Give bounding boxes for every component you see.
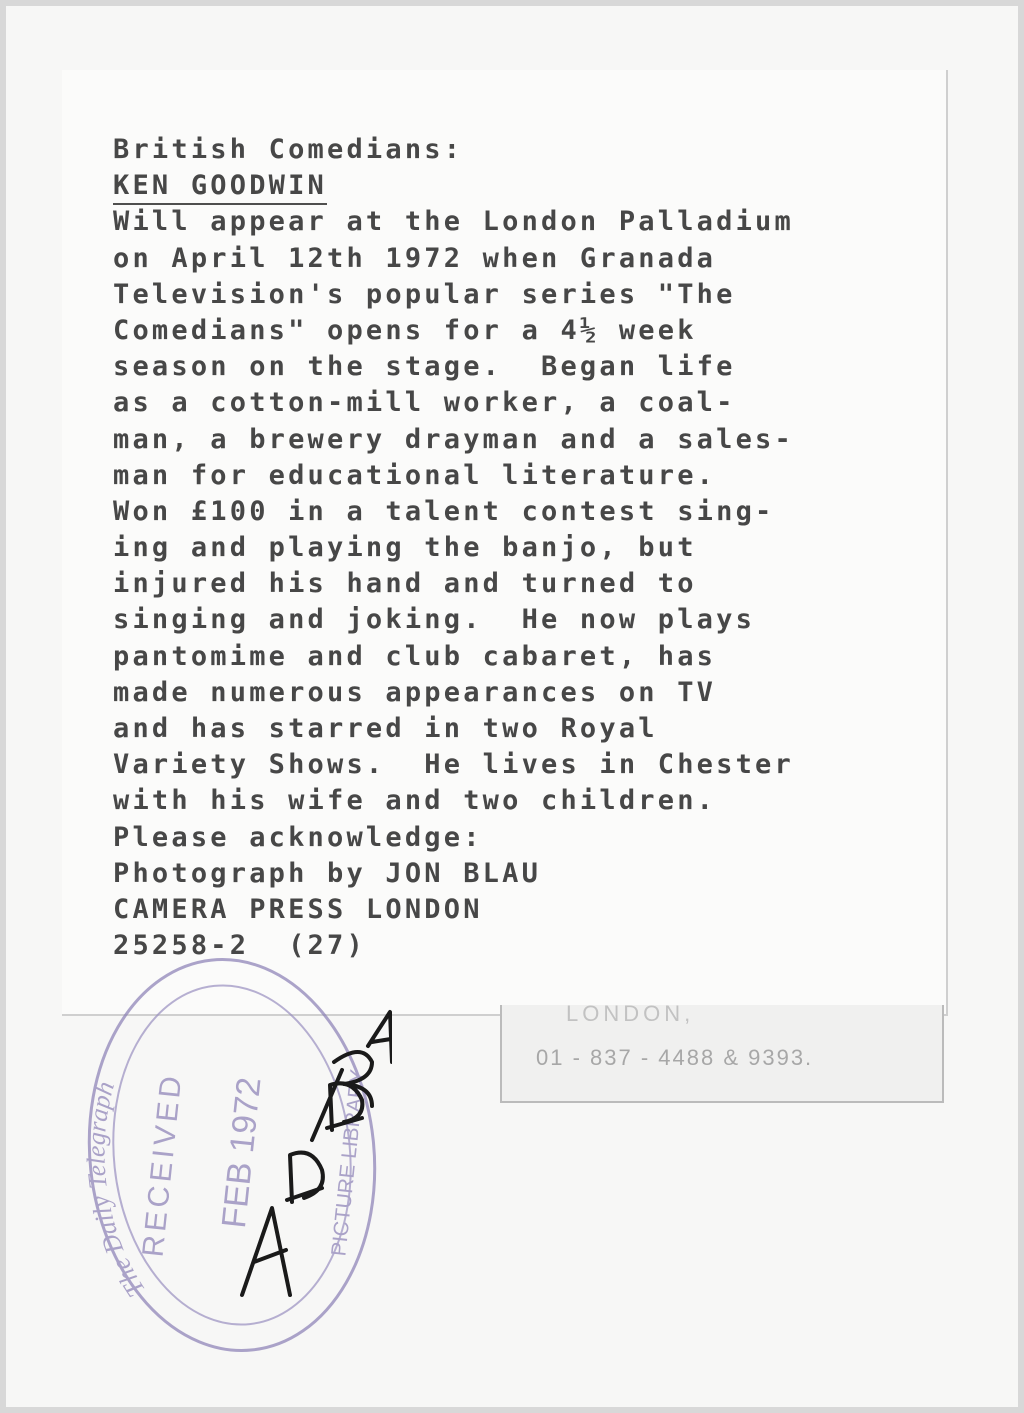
caption-line: Won £100 in a talent contest sing- <box>113 495 775 527</box>
stamp-library-text: PICTURE LIBRARY <box>327 1068 370 1258</box>
stamp-received-text: RECEIVED <box>136 1070 189 1259</box>
agency-stamp <box>500 1001 944 1103</box>
caption-line: Photograph by JON BLAU <box>113 857 542 889</box>
caption-line: injured his hand and turned to <box>113 568 697 600</box>
caption-line: ing and playing the banjo, but <box>113 532 697 564</box>
handwritten-reference-text: A 5/584 <box>72 950 77 951</box>
caption-line: Television's popular series "The <box>113 278 736 310</box>
caption-line: with his wife and two children. <box>113 785 717 817</box>
caption-heading: British Comedians: <box>113 134 464 165</box>
caption-line: 25258-2 (27) <box>113 930 366 962</box>
caption-line: Variety Shows. He lives in Chester <box>113 749 794 781</box>
received-stamp <box>72 950 392 1360</box>
caption-line: as a cotton-mill worker, a coal- <box>113 387 736 419</box>
caption-line: on April 12th 1972 when Granada <box>113 242 717 274</box>
caption-line: season on the stage. Began life <box>113 351 736 383</box>
caption-text <box>113 132 913 964</box>
caption-name: KEN GOODWIN <box>113 171 327 205</box>
caption-body <box>113 204 913 964</box>
caption-line: Please acknowledge: <box>113 821 483 853</box>
caption-line: man, a brewery drayman and a sales- <box>113 423 794 455</box>
caption-line: singing and joking. He now plays <box>113 604 756 636</box>
stamp-date-text: FEB 1972 <box>214 1075 269 1230</box>
caption-line: CAMERA PRESS LONDON <box>113 893 483 925</box>
agency-stamp-top: LONDON, <box>566 1001 695 1026</box>
caption-line: man for educational literature. <box>113 459 717 491</box>
caption-line: and has starred in two Royal <box>113 713 658 744</box>
caption-line: made numerous appearances on TV <box>113 676 717 708</box>
agency-stamp-phone: 01 - 837 - 4488 & 9393. <box>536 1045 814 1070</box>
caption-line: Comedians" opens for a 4½ week <box>113 314 697 346</box>
caption-line: Will appear at the London Palladium <box>113 206 794 238</box>
caption-line: pantomime and club cabaret, has <box>113 640 717 672</box>
handwritten-reference <box>242 1012 392 1295</box>
stamp-outer-text: The Daily Telegraph <box>81 1078 151 1303</box>
